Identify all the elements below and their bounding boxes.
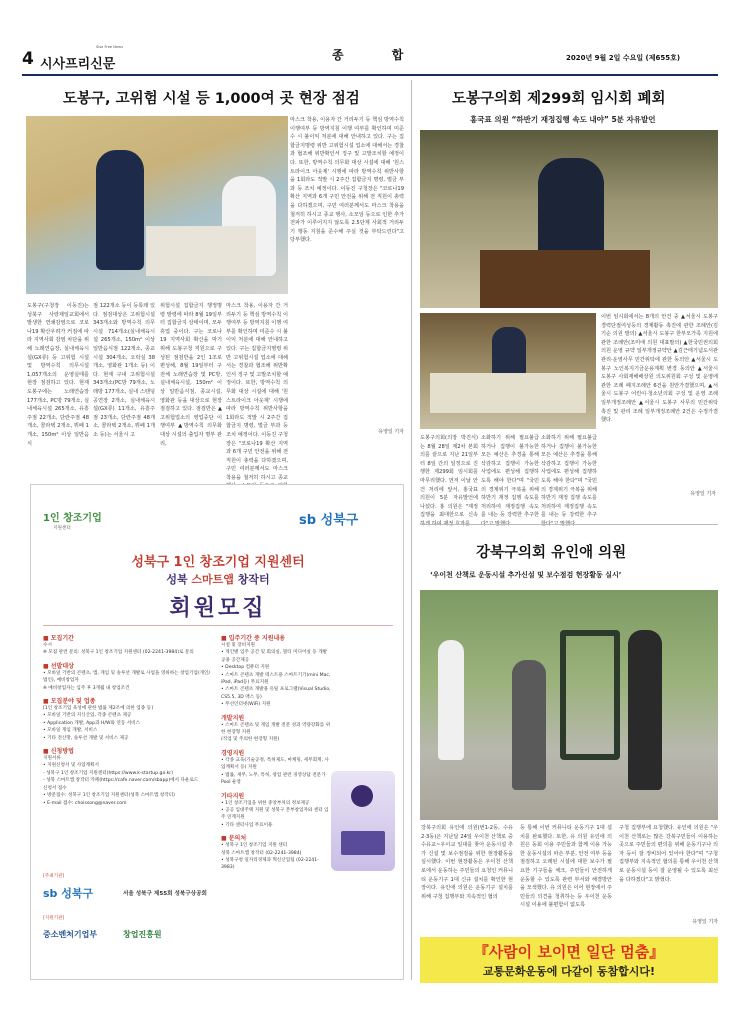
- article1-byline: 유영일 기자: [378, 429, 404, 435]
- ad-section-line: 수시: [43, 643, 52, 648]
- ad-section-head: ■ 선발대상: [43, 662, 74, 670]
- ad-section-line: • 공공 입대주택 지원 및 성북구 본부창업자와 센터 입주 연계지원: [221, 807, 329, 821]
- ad-section-line: 지원서류: [43, 756, 61, 762]
- ad-section-line: • 성북구청 일자리경제과 혁신산업팀 (02-2241-3983): [221, 857, 319, 871]
- section-divider: [420, 524, 718, 525]
- ad-section-head: ■ 모집분야 및 업종: [43, 698, 96, 706]
- campaign-banner: [420, 937, 718, 983]
- ad-section-line: • 모바일 게임 개발, 서비스: [43, 728, 98, 734]
- ad-section-head: ■ 입주기간 중 지원내용: [221, 635, 286, 642]
- photo-citizen-left: [438, 640, 464, 760]
- article2-byline: 유영일 기자: [690, 491, 716, 497]
- header-rule: [22, 74, 718, 76]
- article1-headline: 도봉구, 고위험 시설 등 1,000여 곳 현장 점검: [63, 91, 360, 107]
- ad-section-line: • 무선인터넷(WiFi) 지원: [221, 702, 271, 708]
- ad-host-label: [주최기관]: [43, 874, 65, 879]
- ad-section-line: 성북 스마트앱 창작터 (02-2241-3984): [221, 850, 302, 856]
- article1-col4: 마스크 착용, 이용자 간 거리두기 등 핵심 방역수칙 이행여부 등 방역지침 이행 여부를 확인하며 미준수 시 불이익 처분에 대해 안내하고 있다. 구는 집합금지명령 위반 고위험시설 업소에 대해서는 경찰과 협조해 위반확인서 징구 및 고발조치할 예정이다. 또한, 방역수칙 의무화 대상 시설에 대해 '원스트라이크 아웃제' 시행에 따라 방역수칙 위반사항을 1회라도 적발 시 2주간 집합금지 명령, 벌금 부과 등 조치 예정이다. 이동진 구청장은 "코로나19 확산 지역과 6개 구민 안전을 위해 전 직원이 총력을 다하겠으며, 구민 여러분께서도 마스크 착용을 철저히 하시고 종교: [226, 303, 288, 481]
- ad-section-line: (직업 및 주의한 현장형 지원): [221, 737, 280, 743]
- ad-section-line: • 스마트 콘텐츠 개발용 유틸 프로그램(Visual Studio, CS5.5, 3D 맥스 등): [221, 687, 331, 700]
- ad-sb-logo: sb 성북구: [299, 513, 359, 528]
- ad-rule: [43, 625, 393, 626]
- ad-section-head: 기타지원: [221, 792, 245, 800]
- photo-citizen-right: [628, 630, 662, 790]
- ad-box: [30, 484, 404, 980]
- ad-title2: [31, 571, 405, 587]
- article2-col2: 소화하기 위해 필요불급하거나 집행이 불가능한 모든 예산은 추경을 통해 삭감하고 집행이 가능한 사업에도 편성해 집행하도록 해야 한다"며 "국민의 경제위기 극복을 위해 하반기 재정 집행 속도를 처리하여 재정집행 속도를 내는 등 강력한 추구한: [481, 435, 539, 519]
- ad-section-line: • 모바일 기반의 지식산업, 각종 콘텐츠 제공: [43, 713, 132, 719]
- issue-date: 2020년 9월 2일 수요일 (제655호): [566, 54, 681, 62]
- article3-col2: 등 통해 이번 커뮤니티 운동기구 1대 설치를 완료했다. 또한, 유 의원 유인애 의원은 동회 이용 주민들과 함께 이용 가능한 운동시설의 파손 부분, 안전 여부 등을 점검하고 오래된 시설에 대한 보수가 필요한 기구들을 체크, 주민들이 안전하게 운동할 수 있도록 관련 부서와 해결방안을 모색했다. 유 의원은 이어 현장에서 주민들의 의견을 청취하는 등 우이천 운동시설 이용에 불편함이 없도록: [520, 825, 612, 909]
- ad-section-line: ※ 예비창업자는 입주 후 3개월 내 창업조건: [43, 685, 130, 691]
- ad-title3: 회원모집: [169, 596, 267, 621]
- ad-left-column: [43, 629, 211, 859]
- article3-byline: 유영일 기자: [692, 919, 718, 925]
- ad-title1: 성북구 1인 창조기업 지원센터: [131, 555, 305, 570]
- photo-exercise-machine: [560, 630, 620, 760]
- article2-col1: 도봉구의회(의장 박진식)는 8월 28일 제2차 본회의를 끝으로 지난 21일부터 8일 간의 일정으로 진행한 제299회 임시회를 마무리했다. 먼저 이날 안건 처리에 앞서, 홍국표 의원이 5분 자유발언에 나섰다. 홍 의원은 "재정집행을 최대한으로 신속: [420, 435, 478, 519]
- ad-section-line: 신청서 접수: [43, 785, 67, 791]
- article3-subhead: ‘우이천 산책로 운동시설 추가신설 및 보수점검 현장활동 실시’: [430, 571, 622, 579]
- ad-section-line: • Desktop 컴퓨터 지원: [221, 665, 270, 671]
- ad-section-line: ※ 모집 관련 문의: 성북구 1인 창조기업 지원센터 (02-2241-3984)로 문의: [43, 650, 194, 656]
- ad-sponsor1: 중소벤처기업부: [43, 930, 98, 939]
- illustration-laptop-icon: [341, 831, 385, 855]
- ad-host2: 서울 성북구 제55회 성북구상공회: [123, 891, 207, 897]
- page-number: 4: [22, 49, 34, 69]
- article3-col1: 강북구의회 유인애 의원(번1-2동, 수유2·3동)은 지난달 24일 우이천 산책로 중 수유교~우이교 일대를 찾아 운동시설 추가 신설 및 보수점검을 위한 현장활동을 실시했다. 이번 현장활동은 우이천 산책로에서 운동하는 주민들의 요청인 커뮤니티 운동기구 1대 신규 설치를 확인한 현장이다. 유인애 의원은 운동기구 설치를 위해 구청 집행부와 지속적인 협의: [421, 825, 513, 900]
- ad-section-head: 경영지원: [221, 749, 245, 757]
- column-divider: [411, 80, 412, 980]
- ad-section-line: • 성북구 1인 창조기업 지원 센터: [221, 843, 288, 849]
- ad-title2-pre: 성북: [166, 573, 192, 586]
- ad-section-line: • 방문접수: 성북구 1인 창조기업 지원센터(성북 스마트앱 창작터): [43, 793, 175, 799]
- ad-section-line: • 각종 교육(기술공정, 특허제도, 마케팅, 세무회계, 사업계획서 등) 지원: [221, 757, 329, 771]
- illustration-person-icon: [351, 785, 373, 807]
- campaign-line2: 교통문화운동에 다같이 동참합시다!: [482, 965, 656, 978]
- ad-title2-highlight: 스마트앱: [191, 573, 234, 586]
- article2-subhead: 홍국표 의원 “하반기 재정집행 속도 내야” 5분 자유발언: [470, 115, 656, 124]
- section-title: 종 합: [332, 48, 426, 62]
- article3-photo: [420, 590, 718, 820]
- ad-host1: sb 성북구: [43, 887, 94, 900]
- ad-section-line: • 법률, 세무, 노무, 특허, 창업 관련 경영상담 전문가 Pool 운영: [221, 772, 326, 786]
- article2-headline: 도봉구의회 제299회 임시회 폐회: [452, 91, 666, 107]
- ad-sponsor2: 창업진흥원: [123, 930, 162, 939]
- ad-section-line: • 지원신청서 및 사업계획서: [43, 763, 99, 769]
- ad-section-line: • E-mail 접수: choissong@naver.com: [43, 800, 127, 806]
- ad-section-line: [1인 창조기업 육성에 관한 법률 제2조에 의한 업종 등]: [43, 706, 153, 712]
- ad-section-head: ■ 신청방법: [43, 748, 74, 756]
- ad-section-line: • 스마트 콘텐츠 및 게임 개발 전문 성과 역량강화를 위한 현장형 지원: [221, 722, 331, 736]
- article1-col5: 마스크 착용, 이용자 간 거리두기 등 핵심 방역수칙 이행여부 등 방역지침 이행 여부를 확인하며 미준수 시 불이익 처분에 대해 안내하고 있다. 구는 집합금지명령 위반 고위험시설 업소에 대해서는 경찰과 협조해 위반확인서 징구 및 고발조치할 예정이다. 또한, 방역수칙 의무화 대상 시설에 대해 '원스트라이크 아웃제' 시행에 따라 방역수칙 위반사항을 1회라도 적발 시 2주간 집합금지 명령, 벌금 부과 등 조치 예정이다. 이동진 구청장은 "코로나19 확산 지역과 6개 구민 안전을 위해 전 직원이 총력을 다하겠으며, 구민 여러분께서도 마스크 착용을 철저히 하시고 종교 행사, 소모임 등으로 인한 추가 전파가 이루어지지 않도록 2.5단계 사회적 거리두기 행동 지침을 준수해 주실 것을 부탁드린다"고 당부했다.: [290, 117, 404, 244]
- ad-section-line: - 성북구 1인 창조기업 지원센터(https://www.k-startup.go.kr): [43, 770, 173, 776]
- article2-photo-top: [420, 130, 718, 308]
- campaign-line1: 『사람이 보이면 일단 멈춤』: [473, 943, 665, 961]
- article3-headline: 강북구의회 유인애 의원: [476, 545, 627, 561]
- ad-section-line: • 기타 센터사업 무료이용: [221, 822, 273, 828]
- ad-section-head: 개발지원: [221, 714, 245, 722]
- ad-section-line: • 1인 창조기업을 위한 중앙부처의 정보제공: [221, 800, 310, 806]
- article1-col2: 점 122개소 등이 등록돼 있다. 점검대상은 고위험시설 343개소와 방역수칙 의무시설 714개소(실내체육시설 265개소, 150m² 이상 일반음식점 122개소, 종교시설 304개소, 오락실 38개소, 영화관 1개소 등) 이다. 현재 구내 고위험시설 343개소(PC방 79개소, 노래방 177개소, 실내 스탠딩 공연장 2개소, 실내체육시설(GX류) 11개소, 유흥주점 23개소, 단란주점 48개소, 콜라텍 2개소, 뷔페 1개소 등)는 서울시 고: [93, 303, 155, 438]
- ad-section-line: • 스마트 콘텐츠 개발 테스트용 스마트기기(mini Mac, iPad, iPad등) 무료지원: [221, 672, 331, 686]
- photo-podium: [480, 250, 650, 308]
- article1-col1: 도봉구(구청장 이동진)는 성북구 사랑제일교회에서 발생한 연쇄감염으로 코로나19 확산우려가 커짐에 따라 지역사회 감염 차단을 위해 노래연습장, 실내체육시설(GX류) 등 고위험 시설 및 방역수칙 의무시설 1,057개소의 운영실태를 현장 점검하고 있다. 현재 도봉구에는 노래연습장 177개소, PC방 79개소, 실내체육시설 265개소, 유흥주점 22개소, 단란주점 48개소, 콜라텍 2개소, 뷔페 1개소, 150m² 이상 일반음식: [27, 303, 89, 447]
- ad-logo-sub: 지원센터: [53, 526, 71, 531]
- article2-photo-bottom: [420, 313, 596, 429]
- photo-person-left: [96, 150, 144, 270]
- photo-councilor: [512, 660, 546, 790]
- article1-photo: [26, 116, 288, 294]
- ad-logo: 1인 창조기업: [43, 513, 102, 524]
- article3-col3: 구청 집행부에 요청했다. 유인애 의원은 "우이천 산책로는 많은 강북구민들이 이용하는 곳으로 주민들의 편의를 위해 운동기구나 의자 등이 잘 정비되어 있어야 한다"며 "구청 집행부와 지속적인 협의를 통해 우이천 산책로 운동시설 등이 잘 운영될 수 있도록 최선을 다하겠다"고 밝혔다.: [619, 825, 718, 883]
- ad-section-head: ■ 문의처: [221, 835, 247, 843]
- ad-section-line: 시설 및 장비지원: [221, 643, 255, 648]
- paper-name: 시사프리신문: [40, 57, 116, 72]
- photo-desk: [146, 226, 256, 276]
- photo-chairman: [492, 327, 526, 377]
- ad-section-head: ■ 모집기간: [43, 635, 74, 642]
- ad-section-line: • 개인별 입주 공간 및 회의실, 멀티 미디어실 등 개발 공용 공간제공: [221, 650, 328, 663]
- ad-illustration: [331, 771, 395, 871]
- paper-name-small: Sisa Free News: [96, 45, 123, 49]
- ad-right-column: [221, 629, 331, 871]
- ad-section-line: • 기타 전산망, 솔루션 개발 및 서비스 제공: [43, 735, 129, 741]
- ad-sponsor-label: [지원기관]: [43, 916, 65, 921]
- ad-section-line: • Application 개발, App과 H/W와 연동 서비스: [43, 720, 141, 726]
- photo-bench: [430, 373, 586, 413]
- ad-section-line: - 성북 스마트앱 창작터 카페(https://cafe.naver.com/sbapp)에서 다운로드: [43, 778, 199, 784]
- ad-section-line: • 모바일 기반의 콘텐츠, 앱, 게임 및 솔루션 개발로 사업을 영위하는 창업기업(개인/법인), 예비창업자: [43, 670, 211, 684]
- article2-col-right: 이번 임시회에서는 8개의 안건 중 ▲서울시 도봉구 경력단절여성등의 경제활동 촉진에 관한 조례안(김기순 의원 발의) ▲서울시 도봉구 한부모가족 지원에 관한 조례안(조미애 의원 대표발의) ▲한국민권의회의원 운영 규약 일부개정규약안 ▲김근태기념도서관 관리·운영사무 민간위탁에 관한 동의안 ▲서울시 도봉구 노인복지기금운용계획 변경 동의안 ▲서울시 도봉구 사회재해배상원 의도위원회 구성 및 운영에 관한 조례 폐지조례안 6건을 원안가결했으며, ▲서울시 도봉구 어린이·청소년의회 구성 및 운영 조례 일부개정조례안 ▲서울시 도봉구 사무의 민간위탁 촉진 및 관리 조례 일부개정조례안 2건은 수정가결했다.: [601, 314, 718, 424]
- article1-col3: 위험시설 집합금지 행정명령 발령에 따라 8월 19일부터 집합금지 상태이며, 모두 휴업 중이다. 구는 코로나19 지역사회 확산을 막기 위해 도봉구청 직원으로 구성된 점검반을 2인 1조로 편성해, 8월 19일부터 구 전체 노래연습장 및 PC방, 실내체육시설, 150m² 이상 일반음식점, 종교시설, 영화관 등을 대상으로 현장 점검하고 있다. 점검반은 ▲고위험업소의 영업중단 이행여부 ▲방역수칙 의무화 대상 시설의 출입자 명부 관리,: [160, 303, 222, 447]
- ad-title2-post: 창작터: [233, 573, 270, 586]
- article2-col3: 소화하기 위해 필요불급하거나 집행이 불가능한 모든 예산은 추경을 통해 삭감하고 집행이 가능한 사업에도 편성해 집행하도록 해야 한다"며 "국민의 경제위기 극복을 위해 하반기 재정 집행 속도를 처리하여 재정집행 속도를 내는 등 강력한 추구: [541, 435, 597, 519]
